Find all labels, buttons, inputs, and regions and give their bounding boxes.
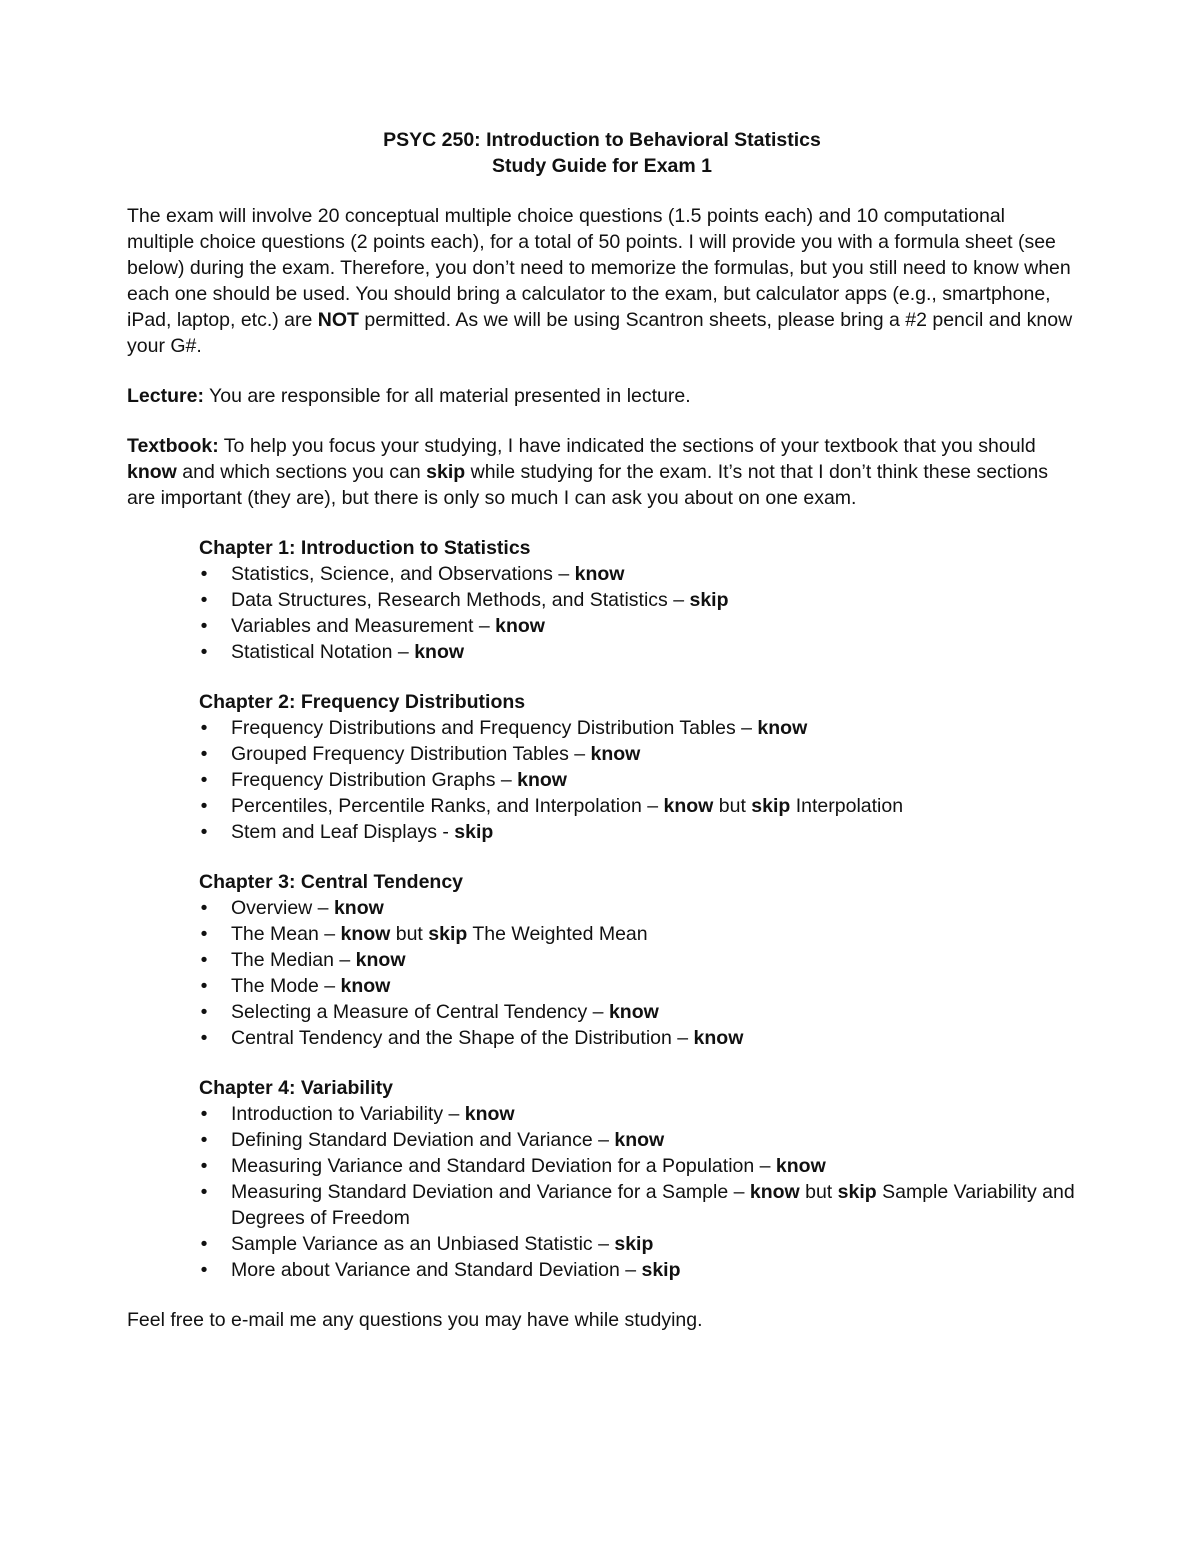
section-item: [199, 999, 1077, 1025]
connector-text: but: [390, 923, 429, 945]
status-label: know: [340, 975, 391, 997]
bullet-icon: •: [200, 975, 208, 997]
section-item: [199, 741, 1077, 767]
section-list: [199, 1101, 1077, 1283]
section-name: Measuring Variance and Standard Deviation for a Population –: [231, 1155, 776, 1177]
bullet-icon: •: [200, 743, 208, 765]
section-name: Data Structures, Research Methods, and Statistics –: [231, 589, 690, 611]
chapter-title: Chapter 4: Variability: [199, 1077, 393, 1099]
bullet-icon: •: [200, 1155, 208, 1177]
textbook-text-3: while studying for the exam. It’s not that I don’t think these sections are important (they are), but there is only so much I can ask you about on one exam.: [127, 461, 1048, 509]
status-label: skip: [428, 923, 468, 945]
status-label: know: [663, 795, 714, 817]
status-label: know: [608, 1001, 659, 1023]
section-name: Percentiles, Percentile Ranks, and Interpolation –: [231, 795, 664, 817]
section-item: [199, 921, 1077, 947]
section-item: [199, 1153, 1077, 1179]
section-name: Grouped Frequency Distribution Tables –: [231, 743, 591, 765]
chapter-title: Chapter 1: Introduction to Statistics: [199, 537, 531, 559]
chapter-section: [199, 869, 1077, 1051]
chapter-section: [199, 535, 1077, 665]
lecture-label: Lecture:: [127, 385, 204, 407]
textbook-text-1: To help you focus your studying, I have indicated the sections of your textbook that you should: [218, 435, 1036, 457]
status-label: know: [757, 717, 808, 739]
status-label: know: [614, 1129, 665, 1151]
section-name: Defining Standard Deviation and Variance –: [231, 1129, 615, 1151]
textbook-know: know: [127, 461, 177, 483]
intro-not: NOT: [317, 309, 359, 331]
bullet-icon: •: [200, 563, 208, 585]
chapter-list: [127, 535, 1077, 1283]
section-name: Statistics, Science, and Observations –: [231, 563, 575, 585]
textbook-paragraph: [127, 433, 1077, 511]
status-label: know: [414, 641, 465, 663]
section-item: [199, 639, 1077, 665]
section-item: [199, 947, 1077, 973]
section-name: Overview –: [231, 897, 334, 919]
bullet-icon: •: [200, 1259, 208, 1281]
section-name: More about Variance and Standard Deviation –: [231, 1259, 642, 1281]
section-name: Sample Variance as an Unbiased Statistic –: [231, 1233, 615, 1255]
section-tail: The Weighted Mean: [467, 923, 648, 945]
bullet-icon: •: [200, 1027, 208, 1049]
bullet-icon: •: [200, 717, 208, 739]
chapter-section: [199, 689, 1077, 845]
status-label: know: [775, 1155, 826, 1177]
bullet-icon: •: [200, 821, 208, 843]
section-name: Selecting a Measure of Central Tendency –: [231, 1001, 609, 1023]
bullet-icon: •: [200, 795, 208, 817]
bullet-icon: •: [200, 615, 208, 637]
lecture-text: You are responsible for all material presented in lecture.: [203, 385, 691, 407]
section-name: Statistical Notation –: [231, 641, 415, 663]
bullet-icon: •: [200, 949, 208, 971]
bullet-icon: •: [200, 923, 208, 945]
status-label: know: [574, 563, 625, 585]
textbook-skip: skip: [426, 461, 466, 483]
connector-text: but: [799, 1181, 838, 1203]
textbook-label: Textbook:: [127, 435, 219, 457]
section-name: Frequency Distribution Graphs –: [231, 769, 518, 791]
section-item: [199, 715, 1077, 741]
section-item: [199, 1257, 1077, 1283]
section-item: [199, 973, 1077, 999]
section-item: [199, 613, 1077, 639]
section-name: Frequency Distributions and Frequency Distribution Tables –: [231, 717, 758, 739]
bullet-icon: •: [200, 1181, 208, 1203]
status-label: know: [495, 615, 545, 637]
connector-text: but: [713, 795, 752, 817]
section-item: [199, 1179, 1077, 1231]
status-label: skip: [614, 1233, 654, 1255]
bullet-icon: •: [200, 1103, 208, 1125]
lecture-paragraph: [127, 383, 1077, 409]
section-name: Measuring Standard Deviation and Variance for a Sample –: [231, 1181, 750, 1203]
closing-paragraph: Feel free to e-mail me any questions you may have while studying.: [127, 1309, 703, 1331]
section-tail: Sample Variability and Degrees of Freedom: [231, 1181, 1075, 1229]
bullet-icon: •: [200, 641, 208, 663]
status-label: know: [464, 1103, 515, 1125]
section-item: [199, 793, 1077, 819]
bullet-icon: •: [200, 1233, 208, 1255]
textbook-text-2: and which sections you can: [176, 461, 427, 483]
status-label: skip: [751, 795, 791, 817]
section-tail: Interpolation: [790, 795, 904, 817]
bullet-icon: •: [200, 1129, 208, 1151]
status-label: know: [333, 897, 384, 919]
guide-subtitle: Study Guide for Exam 1: [492, 155, 712, 177]
bullet-icon: •: [200, 589, 208, 611]
chapter-title: Chapter 3: Central Tendency: [199, 871, 464, 893]
status-label: skip: [454, 821, 494, 843]
status-label: skip: [641, 1259, 681, 1281]
bullet-icon: •: [200, 769, 208, 791]
section-item: [199, 1025, 1077, 1051]
chapter-title: Chapter 2: Frequency Distributions: [199, 691, 526, 713]
status-label: know: [749, 1181, 800, 1203]
intro-text-2: permitted. As we will be using Scantron sheets, please bring a #2 pencil and know your G#.: [127, 309, 1073, 357]
section-item: [199, 895, 1077, 921]
section-name: Stem and Leaf Displays -: [231, 821, 455, 843]
chapter-section: [199, 1075, 1077, 1283]
bullet-icon: •: [200, 897, 208, 919]
section-item: [199, 587, 1077, 613]
status-label: skip: [689, 589, 729, 611]
section-name: The Mode –: [231, 975, 341, 997]
course-title: PSYC 250: Introduction to Behavioral Statistics: [383, 129, 821, 151]
section-item: [199, 767, 1077, 793]
intro-text-1: The exam will involve 20 conceptual multiple choice questions (1.5 points each) and 10 computational multiple choice questions (2 points each), for a total of 50 points. I will provide you with a formula sheet (see below) during the exam. Therefore, you don’t need to memorize the formulas, but you still need to know when each one should be used. You should bring a calculator to the exam, but calculator apps (e.g., smartphone, iPad, laptop, etc.) are: [127, 205, 1071, 331]
section-item: [199, 561, 1077, 587]
section-name: Variables and Measurement –: [231, 615, 496, 637]
section-item: [199, 819, 1077, 845]
section-list: [199, 715, 1077, 845]
status-label: know: [517, 769, 567, 791]
status-label: know: [355, 949, 406, 971]
section-list: [199, 895, 1077, 1051]
section-name: The Median –: [231, 949, 356, 971]
status-label: know: [590, 743, 641, 765]
section-list: [199, 561, 1077, 665]
intro-paragraph: [127, 203, 1077, 359]
section-item: [199, 1127, 1077, 1153]
status-label: skip: [837, 1181, 877, 1203]
section-name: The Mean –: [231, 923, 341, 945]
title-block: [127, 127, 1077, 179]
status-label: know: [693, 1027, 744, 1049]
section-name: Central Tendency and the Shape of the Distribution –: [231, 1027, 694, 1049]
status-label: know: [340, 923, 391, 945]
section-name: Introduction to Variability –: [231, 1103, 465, 1125]
bullet-icon: •: [200, 1001, 208, 1023]
section-item: [199, 1101, 1077, 1127]
section-item: [199, 1231, 1077, 1257]
document-page: [127, 127, 1077, 1357]
